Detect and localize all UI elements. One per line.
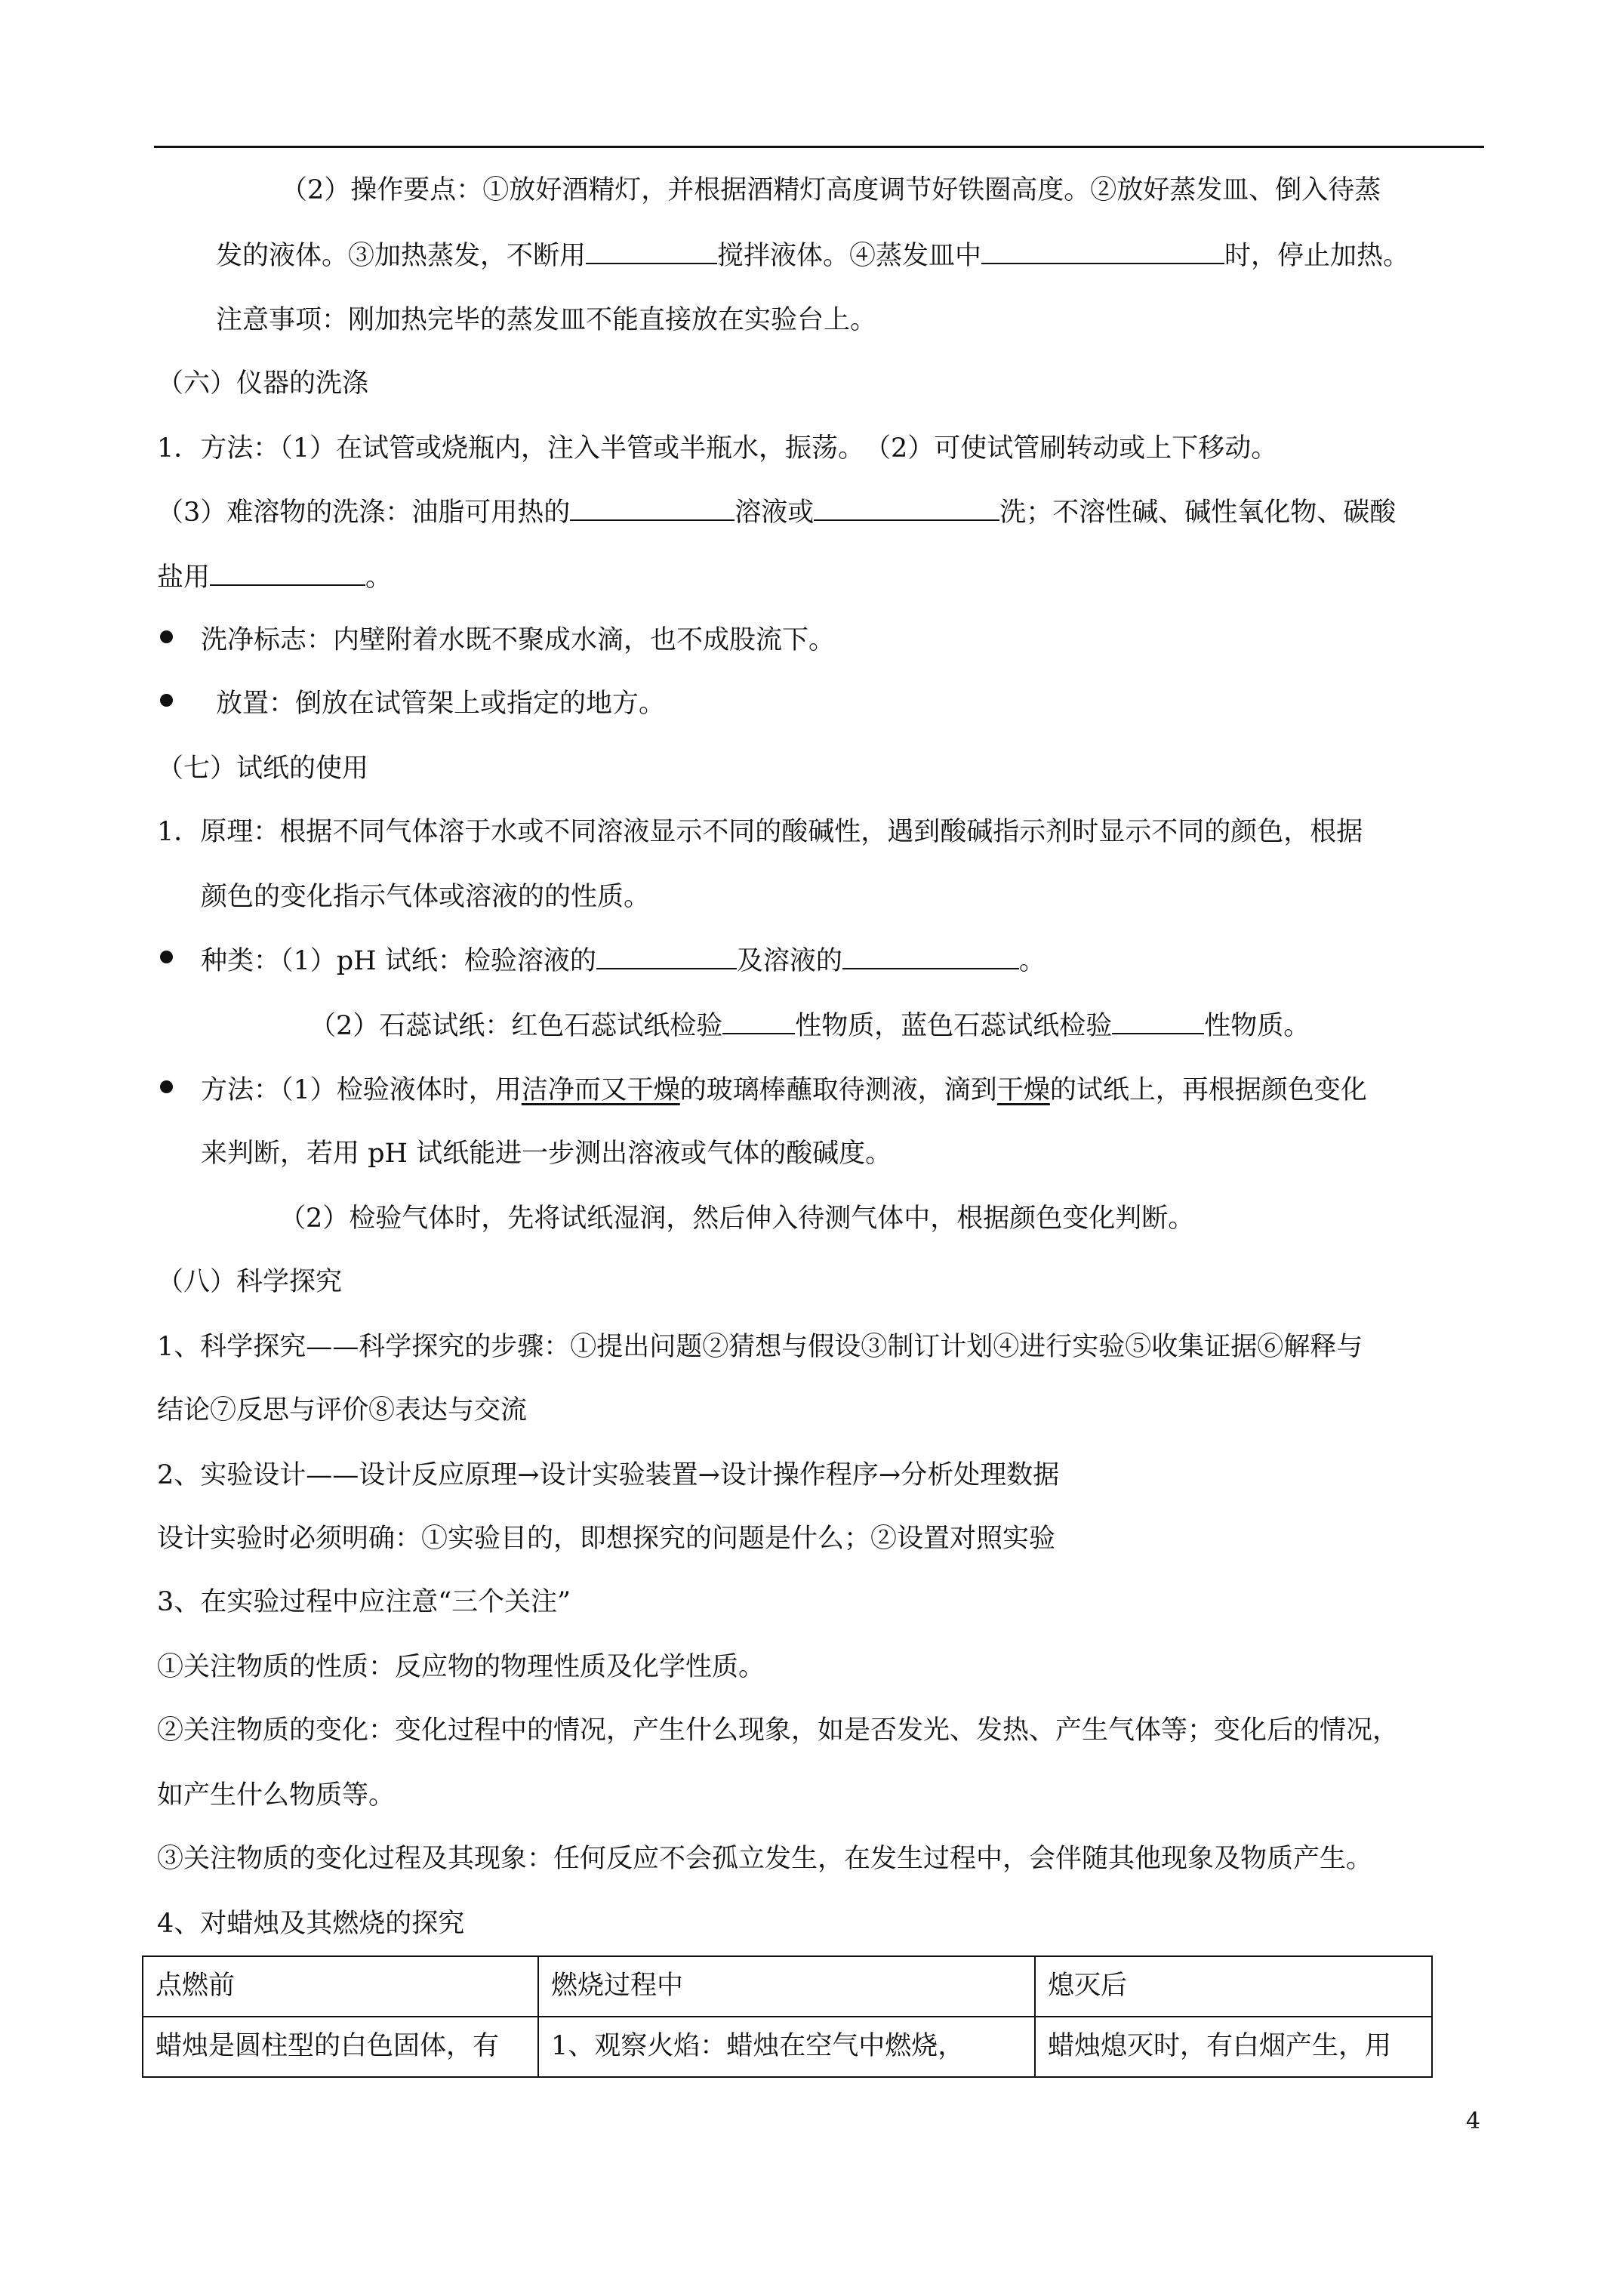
fill-blank[interactable] <box>814 494 999 521</box>
line-washing-method: 1．方法：（1）在试管或烧瓶内，注入半管或半瓶水，振荡。 （2）可使试管刷转动或上下移动。 <box>157 433 1278 464</box>
line-clean-sign: 洗净标志：内壁附着水既不聚成水滴，也不成股流下。 <box>201 625 836 655</box>
line-three-focus: 3、在实验过程中应注意“三个关注” <box>157 1587 571 1617</box>
line-inquiry-steps-cont: 结论⑦反思与评价⑧表达与交流 <box>157 1395 528 1425</box>
table-header-cell: 点燃前 <box>143 1956 538 2017</box>
fill-blank[interactable] <box>596 942 737 969</box>
line-focus-2: ②关注物质的变化：变化过程中的情况，产生什么现象，如是否发光、发热、产生气体等；变化后的情况， <box>157 1715 1400 1746</box>
line-method-liquid: 方法：（1）检验液体时，用洁净而又干燥的玻璃棒蘸取待测液，滴到干燥的试纸上，再根据颜色变化 <box>201 1075 1367 1105</box>
table-row <box>143 2017 1432 2077</box>
table-cell: 蜡烛是圆柱型的白色固体，有 <box>143 2017 538 2077</box>
line-caution: 注意事项：刚加热完毕的蒸发皿不能直接放在实验台上。 <box>216 305 877 335</box>
bullet-dot <box>160 630 173 643</box>
line-placement: 放置：倒放在试管架上或指定的地方。 <box>216 689 666 719</box>
table-header-cell: 燃烧过程中 <box>538 1956 1035 2017</box>
page-number: 4 <box>1466 2108 1481 2134</box>
fill-blank[interactable] <box>842 942 1019 969</box>
line-focus-2-cont: 如产生什么物质等。 <box>157 1780 396 1811</box>
candle-table <box>142 1955 1433 2078</box>
fill-blank[interactable] <box>210 559 365 586</box>
line-types-ph: 种类：（1）pH 试纸：检验溶液的 及溶液的 。 <box>201 942 1046 979</box>
fill-blank[interactable] <box>981 237 1224 264</box>
table-header-cell: 熄灭后 <box>1035 1956 1432 2017</box>
table-header-row <box>143 1956 1432 2017</box>
line-candle-inquiry: 4、对蜡烛及其燃烧的探究 <box>157 1909 465 1939</box>
line-carbonate: 盐用 。 <box>157 559 392 596</box>
section-heading-washing: （六）仪器的洗涤 <box>157 368 369 399</box>
header-rule <box>154 146 1484 148</box>
fill-blank[interactable] <box>1112 1007 1204 1034</box>
section-heading-test-paper: （七）试纸的使用 <box>157 754 369 784</box>
table-cell: 蜡烛熄灭时，有白烟产生，用 <box>1035 2017 1432 2077</box>
fill-blank[interactable] <box>570 494 735 521</box>
line-operation-points: （2）操作要点：①放好酒精灯，并根据酒精灯高度调节好铁圈高度。②放好蒸发皿、倒入待蒸 <box>281 175 1381 205</box>
line-inquiry-steps: 1、科学探究——科学探究的步骤：①提出问题②猜想与假设③制订计划④进行实验⑤收集证据⑥解释与 <box>157 1332 1363 1362</box>
line-insoluble-washing: （3）难溶物的洗涤：油脂可用热的 溶液或 洗；不溶性碱、碱性氧化物、碳酸 <box>157 494 1396 531</box>
line-focus-1: ①关注物质的性质：反应物的物理性质及化学性质。 <box>157 1652 765 1682</box>
bullet-dot <box>160 1080 173 1093</box>
line-evaporation: 发的液体。③加热蒸发，不断用 搅拌液体。④蒸发皿中 时，停止加热。 <box>216 237 1409 274</box>
line-focus-3: ③关注物质的变化过程及其现象：任何反应不会孤立发生，在发生过程中，会伴随其他现象及物质产生。 <box>157 1844 1373 1874</box>
fill-blank[interactable] <box>586 237 717 264</box>
section-heading-inquiry: （八）科学探究 <box>157 1267 343 1297</box>
bullet-dot <box>160 951 173 963</box>
table-cell: 1、观察火焰：蜡烛在空气中燃烧， <box>538 2017 1035 2077</box>
fill-blank[interactable] <box>722 1007 795 1034</box>
line-types-litmus: （2）石蕊试纸：红色石蕊试纸检验 性物质，蓝色石蕊试纸检验 性物质。 <box>310 1007 1310 1044</box>
line-principle: 1．原理：根据不同气体溶于水或不同溶液显示不同的酸碱性，遇到酸碱指示剂时显示不同的颜色，根据 <box>157 817 1363 847</box>
line-principle-cont: 颜色的变化指示气体或溶液的的性质。 <box>201 882 651 912</box>
line-method-gas: （2）检验气体时，先将试纸湿润，然后伸入待测气体中，根据颜色变化判断。 <box>279 1203 1195 1234</box>
line-method-liquid-cont: 来判断，若用 pH 试纸能进一步测出溶液或气体的酸碱度。 <box>201 1139 892 1169</box>
line-experiment-design: 2、实验设计——设计反应原理→设计实验装置→设计操作程序→分析处理数据 <box>157 1460 1060 1490</box>
line-design-requirements: 设计实验时必须明确：①实验目的，即想探究的问题是什么；②设置对照实验 <box>157 1524 1056 1554</box>
bullet-dot <box>160 694 173 707</box>
